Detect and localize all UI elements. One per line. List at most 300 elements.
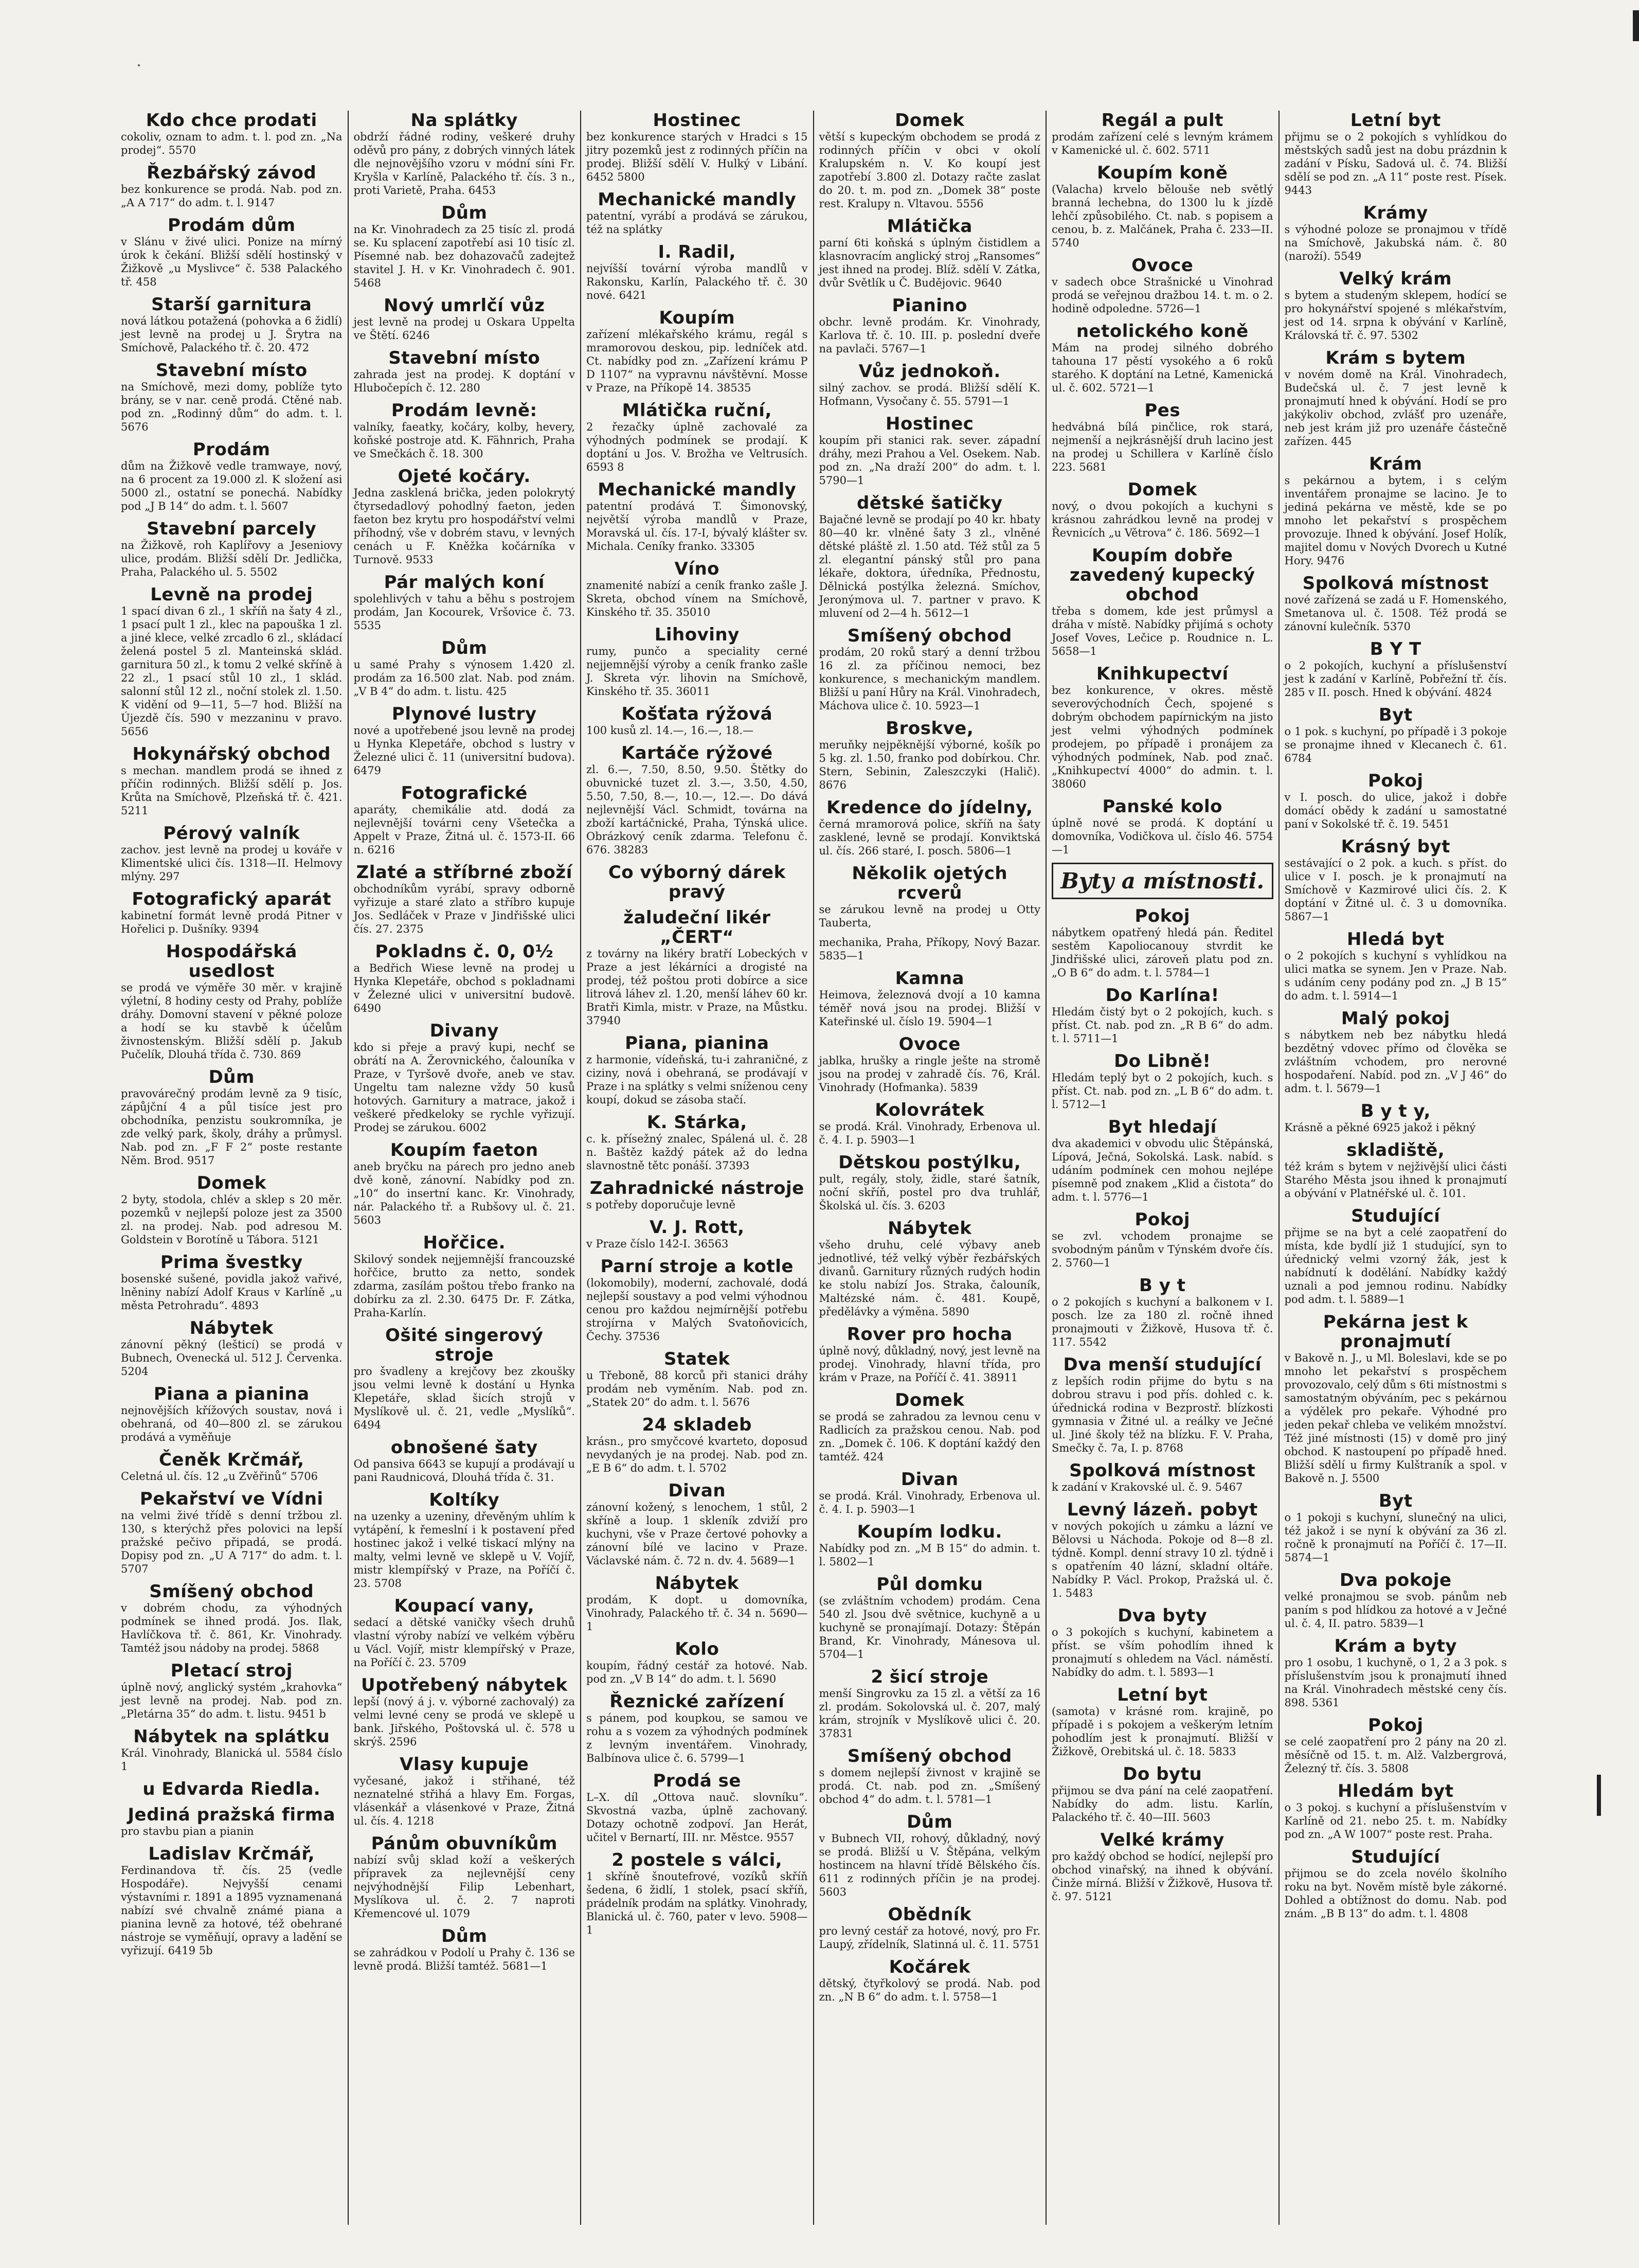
ad-text: přijmu se o 2 pokojích s vyhlídkou do městských sadů jest na dobu prázdnin k zadání v Písku, Sadová ul. č. 74. Bližší sdělí se pod zn. „A 11“ poste rest. Písek. 9443 — [1284, 131, 1507, 197]
ad-title: Letní byt — [1117, 1685, 1208, 1705]
classified-ad — [586, 1481, 808, 1567]
classified-ad — [1285, 1570, 1507, 1630]
ad-title: Piana a pianina — [153, 1384, 310, 1404]
ad-text: dětský, čtyřkolový se prodá. Nab. pod zn. „N B 6“ do adm. t. l. 5758—1 — [819, 1977, 1040, 2003]
ad-text: nabízí svůj sklad koží a veškerých přípravek za nejlevnější ceny nejvýhodnější Filip Lebenhart, Myslíkova ul. č. 2. 7 naproti Křemencové ul. 1079 — [353, 1854, 575, 1920]
classified-ad — [1052, 906, 1273, 979]
ad-title: Upotřebený nábytek — [361, 1675, 568, 1695]
ad-title: Dva pokoje — [1339, 1570, 1452, 1591]
ad-text: úplně nové se prodá. K doptání u domovníka, Vodičkova ul. číslo 46. 5754—1 — [1052, 817, 1273, 856]
classified-ad — [586, 242, 808, 302]
classified-ad — [1052, 1685, 1273, 1758]
ad-text: přijmou se dva pání na celé zaopatření. Nabídky do adm. listu. Karlín, Palackého tř. č. 40—III. 5603 — [1052, 1784, 1273, 1824]
classified-ad — [586, 308, 808, 395]
classified-ad — [819, 969, 1041, 1028]
ad-text: Ferdinandova tř. čís. 25 (vedle Hospodáře). Nejvyšší cenami výstavními r. 1891 a 1895 vyznamenaná nabízí své chvalně známé piana a pianina levně za hotové, též obehrané nástroje se vyměňují, opravy a ladění se vyřizují. 6419 5b — [121, 1864, 343, 1957]
classified-ad — [354, 783, 575, 856]
ad-title: Pekařství ve Vídni — [139, 1489, 323, 1509]
ad-text: 2 řezačky úplně zachovalé za výhodných podmínek se prodají. K doptání u Jos. V. Brožha ve Veltrusích. 6593 8 — [586, 421, 808, 473]
ad-text: se zvl. vchodem pronajme se svobodným pánům v Týnském dvoře čís. 2. 5760—1 — [1052, 1230, 1273, 1269]
classified-ad — [1052, 480, 1273, 540]
ad-title: Prodám levně: — [391, 400, 537, 421]
ad-text: z harmonie, vídeňská, tu-i zahraničné, z ciziny, nová i obehraná, se prodávají v Praze i na splátky s velmi sníženou ceny koupí, dokud se zásoba stačí. — [586, 1053, 808, 1106]
classified-ad — [1052, 1764, 1273, 1824]
ad-text: Hledám teplý byt o 2 pokojích, kuch. s příst. Ct. nab. pod zn. „L B 6“ do adm. t. l. 5712—1 — [1052, 1072, 1273, 1111]
classified-ad — [1052, 1210, 1273, 1270]
classified-ad — [121, 1318, 343, 1378]
ad-title: Kredence do jídelny, — [826, 797, 1033, 818]
ad-title: Domek — [196, 1173, 266, 1193]
ad-text: a Bedřich Wiese levně na prodej u Hynka Klepetáře, obchod s pokladnami v Železné ulici v universitní budově. 6490 — [353, 962, 575, 1014]
classified-ad — [819, 936, 1041, 962]
ad-title: Kamna — [895, 968, 964, 989]
ad-title: Mlátička — [887, 216, 972, 237]
column-5 — [1047, 111, 1280, 2225]
classified-ad — [121, 361, 343, 434]
classified-ad — [586, 1178, 808, 1211]
ad-title: Dva menší studující — [1063, 1354, 1262, 1375]
ad-title: Hořčice. — [423, 1233, 506, 1253]
classified-ad — [1052, 1117, 1273, 1204]
classified-ad — [121, 216, 343, 289]
ad-title: Starší garnitura — [151, 294, 312, 315]
classified-ad — [1285, 1491, 1507, 1564]
classified-ad — [1052, 1500, 1273, 1600]
ad-title: Nábytek — [189, 1318, 274, 1338]
ad-text: c. k. přísežný znalec, Spálená ul. č. 28 n. Baštěz každý pátek až do ledna slavnostně tětc ponáší. 37393 — [586, 1133, 808, 1172]
classified-ad — [354, 942, 575, 1015]
classified-ad — [586, 1639, 808, 1686]
ad-text: rumy, punčo a speciality cerné nejjemnější výroby a ceník franko zašle J. Skreta výr. lihovin na Smíchově, Kinského tř. 35. 36011 — [586, 645, 808, 698]
ad-text: mechanika, Praha, Příkopy, Nový Bazar. 5835—1 — [819, 936, 1040, 962]
ad-title: Krámy — [1363, 203, 1428, 223]
ad-title: Fotografické — [401, 783, 528, 803]
classified-ad — [121, 585, 343, 738]
ad-text: Hledám čistý byt o 2 pokojích, kuch. s příst. Ct. nab. pod zn. „R B 6“ do adm. t. l. 5711—1 — [1052, 1006, 1273, 1045]
ad-text: s výhodné poloze se pronajmou v třídě na Smíchově, Jakubská nám. č. 80 (naroží). 5549 — [1284, 223, 1507, 262]
classified-ad — [354, 467, 575, 566]
column-4 — [814, 111, 1047, 2225]
ad-title: Divan — [668, 1480, 726, 1501]
ad-text: o 2 pokojích, kuchyní a příslušenství jest k zadání v Karlíně, Pobřežní tř. čís. 285 v II. posch. Hned k obývání. 4824 — [1284, 659, 1507, 699]
classified-ad — [1285, 930, 1507, 1003]
ad-text: dva akademici v obvodu ulic Štěpánská, Lípová, Ječná, Sokolská. Lask. nabíd. s udáním podmínek cen mohou nejlépe písemně pod znakem „Klid a čistota“ do adm. t. l. 5776—1 — [1052, 1137, 1273, 1203]
ad-title: Hledá byt — [1346, 929, 1445, 950]
classified-ad — [354, 573, 575, 632]
ad-title: Nábytek — [655, 1573, 739, 1594]
ad-text: s nábytkem neb bez nábytku hledá bezdětný vdovec přímo od člověka se zvláštním vchodem, pro nerovné hospodaření. Nabíd. pod zn. „V J 46“ do adm. t. l. 5679—1 — [1284, 1029, 1507, 1095]
ad-title: Mechanické mandly — [598, 479, 797, 500]
classified-ad — [121, 1805, 343, 1838]
ad-title: žaludeční likér „ČERT“ — [623, 907, 771, 948]
ad-text: nová látkou potažená (pohovka a 6 židlí) jest levně na prodej u J. Šrytra na Smíchově, Palackého tř. č. 20. 472 — [121, 315, 343, 354]
classified-ad — [819, 1667, 1041, 1740]
ad-text: na Žižkově, roh Kaplířovy a Jeseniovy ulice, prodám. Bližší sdělí Dr. Jedlička, Praha, Palackého ul. 5. 5502 — [121, 539, 343, 578]
ad-text: u samé Prahy s výnosem 1.420 zl. prodám za 16.500 zlat. Nab. pod znám. „V B 4“ do adm. t. listu. 425 — [353, 658, 575, 698]
classified-ad — [1052, 111, 1273, 157]
ad-text: L–X. díl „Ottova nauč. slovníku“. Skvostná vazba, úplně zachovaný. Dotazy ochotně zodpoví. Jan Herát, učitel v Bernartí, III. nr. Městce. 9557 — [586, 1791, 808, 1844]
classified-ad — [121, 942, 343, 1061]
ad-text: prodám zařízení celé s levným krámem v Kamenické ul. č. 602. 5711 — [1052, 131, 1273, 156]
classified-ad — [354, 1490, 575, 1590]
ad-text: parní 6ti koňská s úplným čistidlem a klasnovracím anglický stroj „Ransomes“ jest ihned na prodej. Blíž. sdělí V. Zátka, dvůr Světlík u Č. Budějovic. 9640 — [819, 237, 1040, 289]
classified-ad — [819, 1100, 1041, 1147]
ad-text: bez konkurence starých v Hradci s 15 jitry pozemků jest z rodinných příčin na prodej. Bližší sdělí V. Hulký v Libání. 6452 5800 — [586, 131, 808, 183]
ad-title: Košťata rýžová — [621, 704, 773, 724]
ad-text: větší s kupeckým obchodem se prodá z rodinných příčin v obci v okolí Kralupském n. V. Ko koupí jest zapotřebí 3.800 zl. Dotazy račte zaslat do 20. t. m. pod zn. „Domek 38“ poste rest. Kralupy n. Vltavou. 5556 — [819, 131, 1040, 210]
ad-title: dětské šatičky — [857, 493, 1003, 513]
ad-text: (samota) v krásné rom. krajině, po případě i s pokojem a veškerým letním pohodlím jest k pronajmutí. Bližší v Žižkově, Orebitská ul. č. 18. 5833 — [1052, 1705, 1273, 1758]
classified-ad — [586, 1113, 808, 1172]
classified-ad — [586, 1033, 808, 1106]
ad-text: 1 spací divan 6 zl., 1 skříň na šaty 4 zl., 1 psací pult 1 zl., klec na papouška 1 zl. a jiné klece, velké zrcadlo 6 zl., skládací želená postel 5 zl. Manteinská sklád. garnitura 50 zl., k tomu 2 velké skříně à 22 zl., 1 psací stůl 10 zl., 1 sklád. salonní stůl 12 zl., noční stolek zl. 1.50. K vidění od 9—11, 5—7 hod. Bližší na Újezdě čís. 590 v mezzaninu v pravo. 5656 — [121, 605, 343, 738]
classified-ad — [121, 1661, 343, 1721]
classified-ad — [586, 863, 808, 902]
ad-title: Studující — [1351, 1206, 1440, 1226]
ad-title: Pokoj — [1368, 771, 1424, 791]
ad-title: Pekárna jest k pronajmutí — [1323, 1312, 1468, 1352]
ad-title: Ošité singerový stroje — [385, 1325, 544, 1365]
ad-title: Mlátička ruční, — [622, 400, 772, 421]
ad-title: Dům — [907, 1812, 953, 1832]
ad-title: Stavební parcely — [147, 519, 317, 539]
classified-ad — [1285, 1140, 1507, 1200]
classified-ad — [586, 1692, 808, 1765]
ad-text: s pánem, pod koupkou, se samou ve rohu a s vozem za výhodných podmínek z levným inventářem. Vinohrady, Balbínova ulice č. 6. 5799—1 — [586, 1712, 808, 1764]
classified-ad — [354, 401, 575, 460]
classified-ad — [121, 1779, 343, 1799]
ad-text: o 2 pokojích s kuchyní s vyhlídkou na ulici matka se synem. Jen v Praze. Nab. s udáním ceny podány pod zn. „J B 15“ do adm. t. l. 5914—1 — [1284, 950, 1507, 1002]
ad-title: Piana, pianina — [625, 1033, 769, 1053]
ad-text: v Bakově n. J., u Ml. Boleslavi, kde se po mnoho let pekařství s prospěchem provozovalo, celý dům s 6ti místnostmi s samostatným obýváním, pec s pekárnou a výdělek pro pekaře. Výhodné pro jeden pekař chleba ve velikém množství. Též jiné místnosti (15) v domě pro jiný obchod. K nastoupení po případě hned. Bližší sdělí u firmy Kulštraník a spol. v Bakově n. J. 5500 — [1284, 1352, 1507, 1485]
ad-title: Pokoj — [1368, 1715, 1424, 1736]
ad-title: Byt — [1378, 705, 1413, 725]
classified-ad — [1285, 269, 1507, 342]
ad-text: v nových pokojích u zámku a lázní ve Bělovsi u Náchoda. Pokoje od 8—8 zl. týdně. Kompl. denní stravy 10 zl. týdně i s opatřením 40 lázní, skladní oltáře. Nabídky P. Václ. Prokop, Pražská ul. č. 1. 5483 — [1052, 1520, 1273, 1599]
ad-text: pro švadleny a krejčovy bez zkoušky jsou velmi levně k dostání u Hynka Klepetáře, sklad šicích strojů v Myslíkově ul. č. 21, vedle „Myslíků“. 6494 — [353, 1365, 575, 1431]
ad-title: Plynové lustry — [391, 704, 537, 724]
ad-text: s potřeby doporučuje levně — [586, 1199, 736, 1211]
ad-text: meruňky nejpěknější výborné, košík po 5 kg. zl. 1.50, franko pod dobírkou. Chr. Stern, Sebinin, Zaleszczyki (Halič). 8676 — [819, 739, 1040, 791]
ad-text: na Kr. Vinohradech za 25 tisíc zl. prodá se. Ku splacení zapotřebí asi 10 tisíc zl. Písemné nab. bez dohazovačů zadejtež stavitel J. H. v Kr. Vinohradech č. 901. 5468 — [353, 223, 575, 289]
ad-title: Pánům obuvníkům — [371, 1833, 557, 1854]
classified-ad — [819, 1905, 1041, 1951]
ad-title: Spolková místnost — [1302, 573, 1489, 594]
ad-title: Broskve, — [886, 718, 974, 739]
ad-text: s mechan. mandlem prodá se ihned z příčin rodinných. Bližší sdělí p. Jos. Krůta na Smíchově, Plzeňská tř. č. 421. 5211 — [121, 764, 343, 817]
ad-title: Mechanické mandly — [598, 189, 797, 210]
ad-title: Smíšený obchod — [847, 626, 1012, 646]
ad-text: kdo si přeje a pravý kupi, nechť se obrátí na A. Žerovnického, čalouníka v Praze, v Tyršově dvoře, aneb ve stav. Ungeltu tam nalezne vždy 50 kusů hotových. Garnitury a matrace, jakož i veškeré předkeloky se rychle vyřizují. Prodej se zárukou. 6002 — [353, 1041, 575, 1134]
classified-ad — [819, 719, 1041, 792]
classified-ad — [1052, 1276, 1273, 1349]
ad-title: Hokynářský obchod — [132, 744, 331, 764]
ad-title: Spolková místnost — [1069, 1460, 1256, 1481]
ad-text: znamenité nabízí a ceník franko zašle J. Skreta, obchod vínem na Smíchově, Kinského tř. 35. 35010 — [586, 579, 808, 618]
ad-text: s bytem a studeným sklepem, hodící se pro hokynářství spojené s mlékařstvím, jest od 14. srpna k obývání v Karlíně, Královská tř. č. 97. 5302 — [1284, 289, 1507, 342]
ad-text: dům na Žižkově vedle tramwaye, nový, na 6 procent za 19.000 zl. K složení asi 5000 zl., ostatní se ponechá. Nabídky pod „J B 14“ do adm. t. l. 5607 — [121, 460, 343, 512]
classified-ad — [1285, 1847, 1507, 1920]
classified-ad — [1052, 1461, 1273, 1494]
ad-title: Studující — [1351, 1847, 1440, 1867]
ad-title: Kdo chce prodati — [146, 111, 317, 131]
ad-title: 24 skladeb — [642, 1415, 752, 1435]
ad-title: Rover pro hocha — [846, 1324, 1013, 1345]
ad-title: Krásný byt — [1341, 836, 1450, 857]
ad-title: u Edvarda Riedla. — [142, 1779, 321, 1799]
classified-ads-page — [116, 111, 1512, 2225]
ad-title: Malý pokoj — [1341, 1008, 1450, 1029]
classified-ad — [1285, 1206, 1507, 1306]
ad-title: Zahradnické nástroje — [589, 1178, 804, 1199]
classified-ad — [819, 414, 1041, 487]
ad-title: Statek — [663, 1349, 730, 1369]
ad-text: v sadech obce Strašnické u Vinohrad prodá se veřejnou dražbou 14. t. m. o 2. hodině odpoledne. 5726—1 — [1052, 276, 1273, 315]
column-1 — [116, 111, 349, 2225]
classified-ad — [586, 1771, 808, 1844]
ad-title: Velké krámy — [1100, 1830, 1224, 1850]
ad-title: Pár malých koní — [384, 572, 545, 593]
ad-text: též krám s bytem v nejživější ulici části Starého Města jsou ihned k pronajmutí a obývání v Platnéřské ul. č. 101. — [1284, 1160, 1507, 1200]
classified-ad — [121, 519, 343, 579]
ad-title: Nový umrlčí vůz — [384, 295, 545, 316]
ad-text: Bajačné levně se prodají po 40 kr. hbaty 80—40 kr. vlněné šaty 3 zl., vlněné dětské pláště zl. 1.50 atd. Též stůl za 5 zl. elegantní pánský stůl pro pana lékaře, doktora, úředníka, Přednostu, Dělnická postýlka železná. Smíchov, Jeronýmova ul. 7. partner v pravo. K mluvení od 2—4 h. 5612—1 — [819, 513, 1040, 619]
classified-ad — [819, 1470, 1041, 1516]
classified-ad — [121, 889, 343, 936]
classified-ad — [354, 111, 575, 197]
ad-title: Kočárek — [889, 1957, 970, 1977]
ad-title: Kolo — [675, 1639, 719, 1659]
classified-ad — [354, 1675, 575, 1748]
classified-ad — [354, 296, 575, 342]
ad-text: Jedna zasklená brička, jeden polokrytý čtyrsedadlový pohodlný faeton, jeden faeton bez krytu pro hospodářství velmi příhodný, vše v dobrém stavu, v levných cenách u F. Kněžka kočárníka v Turnově. 9533 — [353, 487, 575, 566]
ad-text: o 3 pokoj. s kuchyní a příslušenstvím v Karlíně od 21. nebo 25. t. m. Nabídky pod zn. „A W 1007“ poste rest. Praha. — [1284, 1801, 1507, 1841]
ad-title: Pletací stroj — [170, 1660, 293, 1681]
ad-title: Kartáče rýžové — [621, 743, 773, 763]
ad-text: obchr. levně prodám. Kr. Vinohrady, Karlova tř. č. 10. III. p. poslední dveře na pavlači. 5767—1 — [819, 316, 1040, 355]
classified-ad — [354, 1834, 575, 1920]
classified-ad — [1052, 1830, 1273, 1903]
ad-title: Hledám byt — [1338, 1781, 1454, 1801]
ad-title: Koupím koně — [1097, 163, 1228, 183]
ad-title: Divany — [429, 1021, 499, 1041]
classified-ad — [1052, 401, 1273, 474]
ad-title: I. Radil, — [658, 242, 736, 262]
ad-text: pro levný cestář za hotové, nový, pro Fr. Laupý, zřídelník, Slatinná ul. č. 11. 5751 — [819, 1925, 1040, 1951]
ad-title: Ovoce — [898, 1034, 961, 1055]
classified-ad — [819, 1034, 1041, 1094]
ad-text: se prodá se zahradou za levnou cenu v Radlicích za pražskou cenou. Nab. pod zn. „Domek č. 106. K doptání každý den tamtéž. 424 — [819, 1410, 1040, 1463]
classified-ad — [586, 1850, 808, 1937]
column-6 — [1280, 111, 1512, 2225]
ad-title: Do bytu — [1123, 1764, 1202, 1784]
classified-ad — [1285, 639, 1507, 699]
ad-text: k zadání v Krakovské ul. č. 9. 5467 — [1052, 1481, 1243, 1493]
classified-ad — [1052, 163, 1273, 249]
ad-title: Koupím — [659, 308, 735, 328]
classified-ad — [1052, 664, 1273, 791]
ad-text: patentní, vyrábí a prodává se zárukou, též na splátky — [586, 210, 808, 236]
column-3 — [581, 111, 814, 2225]
classified-ad — [819, 626, 1041, 712]
margin-dot — [138, 64, 140, 66]
ad-text: (Valacha) krvelo bělouše neb světlý branná lechebna, do 1300 lu k jízdě lehčí způsobilého. Ct. nab. s popisem a cenou, b. z. Malčánek, Praha č. 233—II. 5740 — [1052, 183, 1273, 249]
ad-text: aparáty, chemikálie atd. dodá za nejlevnější továrni ceny Všetečka a Appelt v Praze, Žitná ul. č. 1573-II. 66 n. 6216 — [353, 803, 575, 856]
ad-text: bez konkurence, v okres. městě severovýchodních Čech, spojené s dobrým obchodem papírnickým na jisto jest velmi výhodných podmínek prodejem, po případě i pronájem za výhodných podmínek, Nab. pod znač. „Knihkupectví 4000“ do admin. t. l. 38060 — [1052, 684, 1273, 790]
classified-ad — [586, 111, 808, 184]
ad-title: Co výborný dárek pravý — [608, 862, 786, 902]
ad-title: Pianino — [892, 295, 967, 316]
classified-ad — [121, 1582, 343, 1655]
classified-ad — [819, 1325, 1041, 1384]
ad-title: Koupací vany, — [394, 1596, 534, 1616]
ad-title: Stavební místo — [155, 360, 308, 381]
ad-text: patentní prodává T. Šimonovský, největší výroba mandlů v Praze, Moravská ul. čís. 17-I, bývalý klášter sv. Michala. Ceníky franko. 33305 — [586, 500, 808, 552]
ad-text: silný zachov. se prodá. Bližší sdělí K. Hofmann, Vysočany č. 55. 5791—1 — [819, 382, 1040, 407]
ad-text: nábytkem opatřený hledá pán. Ředitel sestěm Kapoliocanouy stvrdit ke Jindřišské ulici, zároveň platu pod zn. „O B 6“ do adm. t. l. 5784—1 — [1052, 926, 1273, 979]
ad-title: Levně na prodej — [150, 584, 313, 605]
ad-text: 2 byty, stodola, chlév a sklep s 20 měr. pozemků v nejlepší poloze jest za 3500 zl. na prodej. Nab. pod adresou M. Goldstein v Borotíně u Tábora. 5121 — [121, 1193, 343, 1246]
classified-ad — [819, 1219, 1041, 1318]
classified-ad — [1285, 705, 1507, 765]
ad-text: na Smíchově, mezi domy, poblíže tyto brány, se v nar. ceně prodá. Ctěné nab. pod zn. „Rodinný dům“ do adm. t. l. 5676 — [121, 381, 343, 433]
ad-text: Celetná ul. čís. 12 „u Zvěřinů“ 5706 — [121, 1470, 318, 1483]
ad-text: v Slánu v živé ulici. Ponize na mírný úrok k čekání. Bližší sdělí hostinský v Žižkově „u Myslivce“ č. 538 Palackého tř. 458 — [121, 236, 343, 288]
classified-ad — [354, 1140, 575, 1227]
ad-text: o 1 pok. s kuchyní, po případě i 3 pokoje se pronajme ihned v Klecanech č. 61. 6784 — [1284, 725, 1507, 764]
ad-title: Velký krám — [1339, 269, 1452, 289]
ad-text: obchodníkům vyrábí, spravy odborně vyřizuje a staré zlato a stříbro kupuje Jos. Sedláček v Praze v Jindřišské ulici čís. 27. 2375 — [353, 883, 575, 935]
ad-text: prodám, 20 roků starý a denní tržbou 16 zl. za příčinou nemoci, bez konkurence, s mechanickým mandlem. Bližší u paní Hůry na Král. Vinohradech, Máchova ulice č. 10. 5923—1 — [819, 646, 1040, 712]
ad-text: Od pansiva 6643 se kupují a prodávají u pani Raudnicová, Dlouhá třída č. 31. — [353, 1458, 575, 1484]
ad-title: Prodám dům — [167, 215, 296, 236]
ad-title: Řeznické zařízení — [609, 1691, 785, 1712]
ad-title: Parní stroje a kotle — [600, 1256, 794, 1277]
classified-ad — [121, 1844, 343, 1957]
ad-text: (se zvláštním vchodem) prodám. Cena 540 zl. Jsou dvě světnice, kuchyně a u kuchyně se pronajímají. Dotazy: Štěpán Brand, Kr. Vinohrady, Mánesova ul. 5704—1 — [819, 1595, 1040, 1660]
classified-ad — [819, 296, 1041, 355]
classified-ad — [121, 111, 343, 157]
ad-text: z lepších rodin přijme do bytu s na dobrou stravu i pod přís. dohled c. k. úřednická rodina v Bezprostř. blízkosti gymnasia v Žitné ul. a reálky ve Ječné ul. Jiné školy též na blízku. F. V. Praha, Smečky č. 7a, I. p. 8768 — [1052, 1375, 1273, 1454]
ad-title: Regál a pult — [1101, 111, 1223, 131]
ad-text: velké pronajmou se svob. pánům neb paním s pod hlídkou za hotové a v Ječné ul. č. 4, II. patro. 5839—1 — [1284, 1591, 1507, 1630]
ad-text: nejvíšší tovární výroba mandlů v Rakonsku, Karlín, Palackého tř. č. 30 nové. 6421 — [586, 262, 808, 301]
ad-text: pravovárečný prodám levně za 9 tisíc, zápůjční 4 a půl tisíce jest pro obchodníka, penzistu soukromníka, je zde velký park, školy, dráhy a průmysl. Nab. pod zn. „F F 2“ poste restante Něm. Brod. 9517 — [121, 1087, 343, 1167]
ad-title: Krám — [1369, 454, 1422, 474]
ad-text: zařízení mlékařského krámu, regál s mramorovou deskou, pip. ledníček atd. Ct. nabídky pod zn. „Zařízení krámu P D 1107“ na vypravnu návštěvní. Mosse v Praze, na Příkopě 14. 38535 — [586, 328, 808, 394]
ad-title: Koupím lodku. — [857, 1522, 1002, 1542]
ad-title: Dům — [441, 1926, 488, 1946]
ad-text: pro stavbu pian a pianin — [121, 1825, 254, 1837]
ad-text: vyčesané, jakož i střihané, též neznatelné střihá a hlavy Em. Forgas, vlásenkář a vlásenkové v Praze, Žitná ul. čís. 4. 1218 — [353, 1775, 575, 1827]
ad-text: se celé zaopatření pro 2 pány na 20 zl. měsíčně od 15. t. m. Alž. Valzbergrová, Železný tř. čís. 3. 5808 — [1284, 1736, 1507, 1775]
ad-text: všeho druhu, celé výbavy aneb jednotlivé, též velký výběr řezbářských divanů. Garnitury různých rudých hodin ke stolu nabízí Jos. Straka, čalouník, Maltézské nám. č. 481. Koupě, předělávky a výměna. 5890 — [819, 1239, 1040, 1318]
ad-text: sedací a dětské vaničky všech druhů vlastní výroby nabízí ve velkém výběru u Václ. Vojíř, mistr klempířský v Praze, na Poříčí č. 23. 5709 — [353, 1616, 575, 1669]
ad-text: Nabídky pod zn. „M B 15“ do admin. t. l. 5802—1 — [819, 1542, 1040, 1568]
classified-ad — [354, 1755, 575, 1828]
classified-ad — [819, 1575, 1041, 1661]
ad-title: Pérový valník — [163, 823, 300, 844]
ad-text: přijmou se do zcela novélo školního roku na byt. Nověm místě byle zákorné. Dohled a obtížnost do domu. Nab. pod znám. „B B 13“ do adm. t. l. 4808 — [1284, 1867, 1507, 1920]
ad-title: Ojeté kočáry. — [398, 466, 531, 487]
ad-text: se prodá. Král. Vinohrady, Erbenova ul. č. 4. I. p. 5903—1 — [819, 1120, 1040, 1146]
classified-ad — [1052, 797, 1273, 856]
classified-ad — [121, 295, 343, 354]
classified-ad — [819, 493, 1041, 620]
classified-ad — [586, 1349, 808, 1409]
ad-title: Pokladns č. 0, 0½ — [375, 941, 554, 962]
ad-text: Skilový sondek nejjemnější francouzské hořčice, brutto za netto, sondek zdarma, zasílám poštou třebo franko na dobírku za zl. 2.30. 6475 Dr. F. Zátka, Praha-Karlín. — [353, 1253, 575, 1319]
ad-title: Domek — [895, 111, 965, 131]
classified-ad — [586, 1218, 808, 1251]
ad-title: B Y T — [1370, 639, 1421, 659]
ad-text: pro 1 osobu, 1 kuchyně, o 1, 2 a 3 pok. s příslušenstvím jsou k pronajmutí ihned na Král. Vinohradech městské ceny čís. 898. 5361 — [1284, 1656, 1507, 1709]
ad-text: úplně nový, anglický systém „krahovka“ jest levně na prodej. Nab. pod zn. „Pletárna 35“ do adm. t. listu. 9451 b — [121, 1681, 343, 1720]
classified-ad — [1285, 771, 1507, 831]
classified-ad — [121, 1173, 343, 1246]
ad-title: Dům — [441, 203, 488, 223]
ad-text: v I. posch. do ulice, jakož i dobře domácí obědy k zadání u samostatné paní v Sokolské tř. č. 19. 5451 — [1284, 791, 1507, 830]
ad-title: Na splátky — [410, 111, 518, 131]
classified-ad — [1285, 574, 1507, 633]
ad-text: pro každý obchod se hodící, nejlepší pro obchod vinařský, na ihned k obývání. Činže mírná. Bližší v Žižkově, Husova tř. č. 97. 5121 — [1052, 1850, 1273, 1903]
ad-title: Kolovrátek — [875, 1100, 985, 1120]
ad-title: Letní byt — [1350, 111, 1441, 131]
ad-title: Do Libně! — [1114, 1051, 1211, 1072]
classified-ad — [819, 217, 1041, 290]
classified-ad — [819, 1390, 1041, 1463]
classified-ad — [1285, 1312, 1507, 1485]
classified-ad — [1052, 986, 1273, 1045]
ad-title: Půl domku — [876, 1574, 983, 1595]
ad-title: Smíšený obchod — [149, 1581, 314, 1602]
ad-title: Ovoce — [1131, 255, 1194, 276]
classified-ad — [1052, 546, 1273, 658]
classified-ad — [1285, 1636, 1507, 1709]
classified-ad — [1285, 348, 1507, 448]
ad-text: spolehlivých v tahu a běhu s postrojem prodám, Jan Kocourek, Vršovice č. 73. 5535 — [353, 593, 575, 632]
ad-title: Fotografický aparát — [132, 889, 332, 909]
ad-text: lepší (nový á j. v. výborné zachovalý) za velmi levné ceny se prodá ve sklepě u bank. Jiřského, Poštovská ul. č. 578 u skrýš. 2596 — [353, 1695, 575, 1748]
column-2 — [349, 111, 582, 2225]
ad-text: zánovní pěkný (lešticí) se prodá v Bubnech, Ovenecká ul. 512 J. Červenka. 5204 — [121, 1338, 343, 1378]
ad-text: Krásně a pěkné 6925 jakož i pěkný — [1284, 1121, 1476, 1134]
classified-ad — [586, 1574, 808, 1633]
ad-title: Vůz jednokoň. — [858, 361, 1001, 382]
classified-ad — [121, 1067, 343, 1167]
ad-text: bosenské sušené, povidla jakož vařivé, lněniny nabízí Adolf Kraus v Karlíně „u města Petrohradu“. 4893 — [121, 1273, 343, 1312]
ad-title: Několik ojetých rcverů — [852, 863, 1008, 903]
classified-ad — [1052, 1355, 1273, 1455]
classified-ad — [586, 743, 808, 856]
ad-text: na velmi živé třídě s denní tržbou zl. 130, s kterýchž přes polovici na lepší pražské pečivo připadá, se prodá. Dopisy pod zn. „U A 717“ do adm. t. l. 5707 — [121, 1509, 343, 1575]
classified-ad — [354, 1926, 575, 1973]
classified-ad — [121, 440, 343, 513]
classified-ad — [354, 1596, 575, 1669]
ad-text: nový, o dvou pokojích a kuchyni s krásnou zahrádkou levně na prodej v Řevnicích „u Větrova“ č. 186. 5692—1 — [1052, 500, 1273, 539]
classified-ad — [819, 1746, 1041, 1806]
ad-title: Hostinec — [886, 414, 974, 434]
classified-ad — [819, 111, 1041, 210]
ad-title: Levný lázeň. pobyt — [1067, 1499, 1258, 1520]
ad-title: Prodám — [192, 439, 271, 460]
classified-ad — [121, 163, 343, 209]
ad-text: kabinetní formát levně prodá Pitner v Hořelici p. Dušníky. 9394 — [121, 909, 343, 935]
ad-text: bez konkurence se prodá. Nab. pod zn. „A A 717“ do adm. t. l. 9147 — [121, 183, 343, 209]
ad-text: s domem nejlepší živnost v krajině se prodá. Ct. nab. pod zn. „Smíšený obchod 4“ do adm. t. l. 5781—1 — [819, 1766, 1040, 1806]
ad-text: aneb bryčku na párech pro jedno aneb dvě koně, zánovní. Nabídky pod zn. „10“ do insertní kanc. Kr. Vinohrady, nár. Palackého tř. a Rubšovy ul. č. 21. 5603 — [353, 1160, 575, 1226]
page-edge-mark — [1633, 10, 1639, 41]
